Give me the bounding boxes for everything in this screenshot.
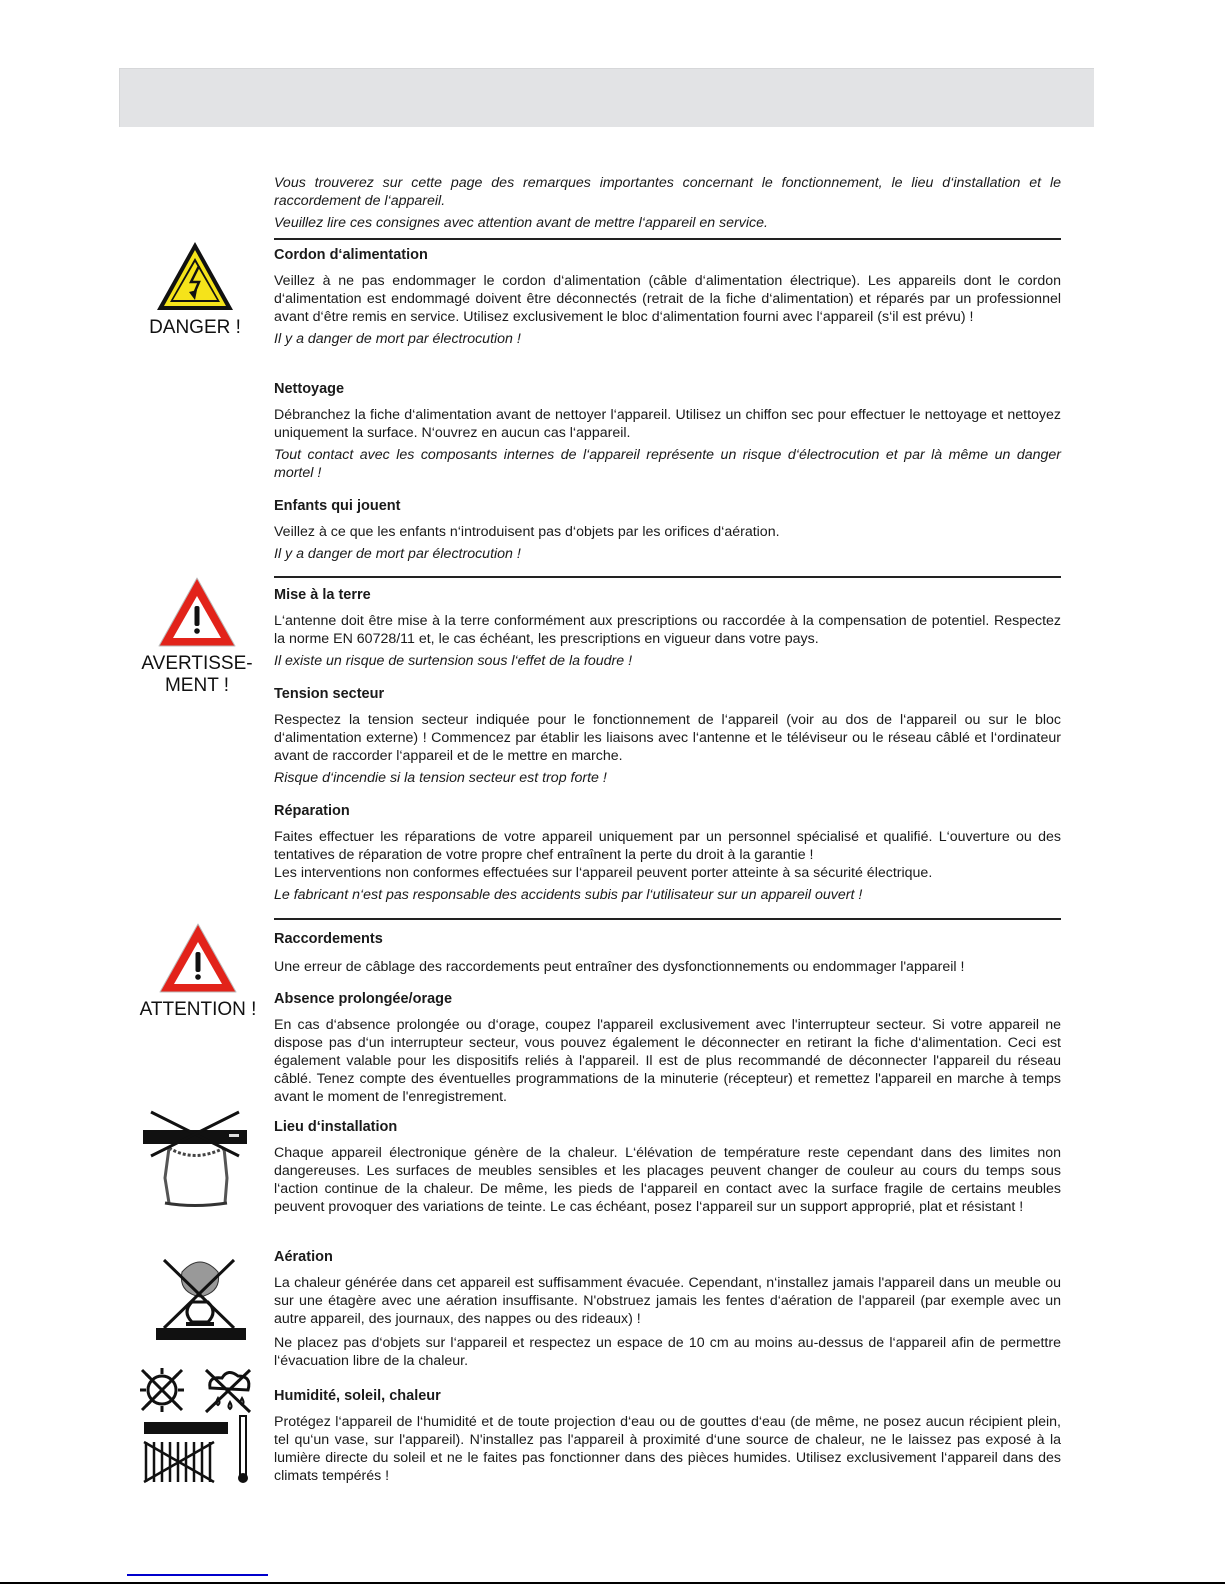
installation-block	[138, 1108, 250, 1215]
page-link-underline[interactable]	[127, 1574, 268, 1576]
section-terre	[274, 586, 1061, 670]
intro	[274, 174, 1061, 232]
section-cordon	[274, 246, 1061, 348]
section-body: L‘antenne doit être mise à la terre conformément aux prescriptions ou raccordée à la compensation de potentiel. Respectez la norme EN 60728/11 et, le cas échéant, les prescriptions en vigueur dans votre pays.	[274, 613, 1061, 647]
divider	[274, 576, 1061, 578]
section-note: Risque d‘incendie si la tension secteur est trop forte !	[274, 770, 607, 786]
attention-triangle-icon	[158, 922, 238, 994]
section-body-2: Les interventions non conformes effectuées sur l‘appareil peuvent porter atteinte à sa sécurité électrique.	[274, 865, 933, 881]
electric-hazard-icon	[155, 240, 235, 312]
section-body: Veillez à ne pas endommager le cordon d‘alimentation (câble d‘alimentation électrique). Les appareils dont le cordon d‘alimentation est endommagé doivent être déconnectés (retrait de la fiche d‘alimentation) et réparés par un professionnel avant d‘être remis en service. Utilisez exclusivement le bloc d‘alimentation fourni avec l‘appareil (s‘il est prévu) !	[274, 273, 1061, 325]
section-body: Veillez à ce que les enfants n‘introduisent pas d‘objets par les orifices d‘aération.	[274, 524, 780, 540]
attention-label: ATTENTION !	[139, 999, 257, 1020]
section-note: Il y a danger de mort par électrocution !	[274, 331, 521, 347]
section-body: Débranchez la fiche d‘alimentation avant de nettoyer l‘appareil. Utilisez un chiffon sec pour effectuer le nettoyage et nettoyez uniquement la surface. N‘ouvrez en aucun cas l‘appareil.	[274, 407, 1061, 441]
aeration-block	[150, 1252, 250, 1347]
no-fragile-surface-icon	[139, 1108, 249, 1210]
section-installation	[274, 1118, 1061, 1216]
section-title: Nettoyage	[274, 381, 345, 397]
section-body: En cas d‘absence prolongée ou d‘orage, coupez l'appareil exclusivement avec l'interrupteur secteur. Si votre appareil ne dispose pas d‘un interrupteur secteur, vous pouvez également le déconnecter en retirant la fiche d‘alimentation. Ceci est également valable pour les dispositifs reliés à l'appareil. Il est de plus recommandé de déconnecter l'appareil du réseau câblé. Tenez compte des éventuelles programmations de la minuterie (récepteur) et remettez l'appareil en marche à temps avant le moment de l'enregistrement.	[274, 1017, 1061, 1105]
section-title: Mise à la terre	[274, 587, 371, 603]
section-title: Tension secteur	[274, 686, 385, 702]
section-body-2: Ne placez pas d‘objets sur l‘appareil et respectez un espace de 10 cm au moins au-dessus de l‘appareil afin de permettre l‘évacuation libre de la chaleur.	[274, 1335, 1061, 1369]
section-title: Absence prolongée/orage	[274, 991, 453, 1007]
section-body: Faites effectuer les réparations de votre appareil uniquement par un personnel spécialisé et qualifié. L‘ouverture ou des tentatives de réparation de votre propre chef entraînent la perte du droit à la garantie !	[274, 829, 1061, 863]
warning-block	[132, 576, 262, 697]
humidity-block	[136, 1366, 260, 1489]
section-aeration	[274, 1248, 1061, 1370]
warning-label-1: AVERTISSE-	[141, 653, 253, 674]
intro-instruction: Veuillez lire ces consignes avec attention avant de mettre l‘appareil en service.	[274, 215, 768, 231]
section-body: La chaleur générée dans cet appareil est suffisamment évacuée. Cependant, n‘installez jamais l'appareil dans un meuble ou sur une étagère avec une aération insuffisante. N'obstruez jamais les fentes d‘aération de l'appareil (par exemple avec un autre appareil, des journaux, des nappes ou des rideaux) !	[274, 1275, 1061, 1327]
section-title: Lieu d‘installation	[274, 1119, 398, 1135]
attention-block	[128, 922, 268, 1021]
no-sun-rain-heat-icon	[136, 1366, 260, 1484]
divider	[274, 238, 1061, 240]
no-objects-on-device-icon	[152, 1252, 248, 1342]
section-note: Il y a danger de mort par électrocution !	[274, 546, 521, 562]
section-absence	[274, 990, 1061, 1106]
section-title: Raccordements	[274, 931, 383, 947]
section-title: Aération	[274, 1249, 333, 1265]
header-band	[119, 68, 1094, 127]
section-tension	[274, 685, 1061, 787]
page-bottom-border	[0, 1582, 1225, 1584]
section-title: Humidité, soleil, chaleur	[274, 1388, 441, 1404]
section-raccordements	[274, 930, 1061, 976]
danger-label: DANGER !	[149, 317, 241, 338]
section-reparation	[274, 802, 1061, 904]
section-body: Une erreur de câblage des raccordements peut entraîner des dysfonctionnements ou endommager l'appareil !	[274, 959, 965, 975]
warning-label-2: MENT !	[164, 675, 230, 696]
section-title: Réparation	[274, 803, 350, 819]
danger-block	[134, 240, 256, 339]
section-title: Cordon d‘alimentation	[274, 247, 428, 263]
section-body: Chaque appareil électronique génère de la chaleur. L‘élévation de température reste cependant dans des limites non dangereuses. Les surfaces de meubles sensibles et les placages peuvent changer de couleur au cours du temps sous l‘action continue de la chaleur. De même, les pieds de l‘appareil en contact avec la surface fragile de certains meubles peuvent provoquer des variations de teinte. Le cas échéant, posez l‘appareil sur un support approprié, plat et résistant !	[274, 1145, 1061, 1215]
section-note: Le fabricant n‘est pas responsable des accidents subis par l‘utilisateur sur un appareil ouvert !	[274, 887, 863, 903]
section-note: Il existe un risque de surtension sous l‘effet de la foudre !	[274, 653, 633, 669]
section-title: Enfants qui jouent	[274, 498, 401, 514]
section-note: Tout contact avec les composants internes de l‘appareil représente un risque d‘électrocution et par là même un danger mortel !	[274, 447, 1061, 481]
section-nettoyage	[274, 380, 1061, 482]
section-body: Respectez la tension secteur indiquée pour le fonctionnement de l‘appareil (voir au dos de l‘appareil ou sur le bloc d‘alimentation externe) ! Commencez par établir les liaisons avec l‘antenne et le téléviseur ou le réseau câblé et l‘ordinateur avant de raccorder l‘appareil et de le mettre en marche.	[274, 712, 1061, 764]
section-humidite	[274, 1387, 1061, 1485]
intro-text: Vous trouverez sur cette page des remarques importantes concernant le fonctionnement, le lieu d‘installation et le raccordement de l‘appareil.	[274, 175, 1061, 209]
section-enfants	[274, 497, 1061, 563]
warning-triangle-icon	[157, 576, 237, 648]
divider	[274, 918, 1061, 920]
section-body: Protégez l‘appareil de l‘humidité et de toute projection d‘eau ou de gouttes d‘eau (de même, ne posez aucun récipient plein, tel qu‘un vase, sur l'appareil). N'installez pas l'appareil à proximité d‘une source de chaleur, ne le laissez pas exposé à la lumière directe du soleil et ne le faites pas fonctionner dans des pièces humides. Utilisez exclusivement l‘appareil dans des climats tempérés !	[274, 1414, 1061, 1484]
